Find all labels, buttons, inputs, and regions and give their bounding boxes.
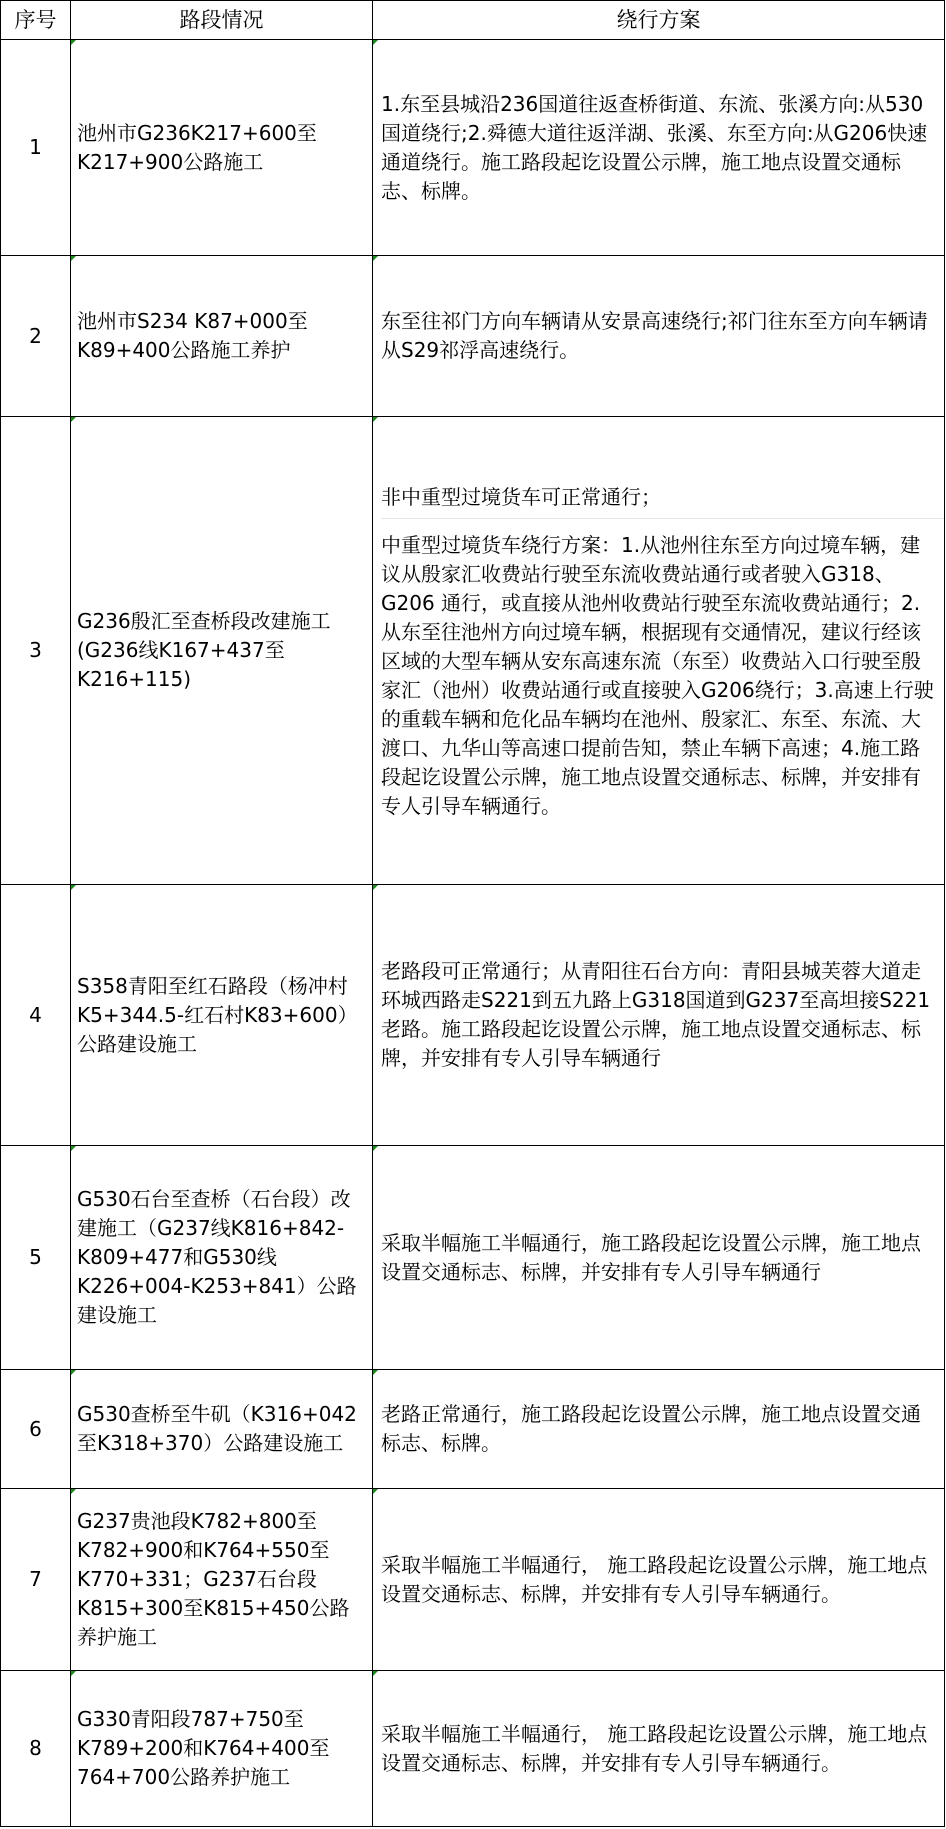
header-plan: 绕行方案 — [373, 1, 945, 40]
plan-cell — [373, 417, 945, 885]
plan-note-heavy-trucks: 中重型过境货车绕行方案：1.从池州往东至方向过境车辆，建议从殷家汇收费站行驶至东流收费站通行或者驶入G318、G206 通行，或直接从池州收费站行驶至东流收费站通行；2.从东至往池州方向过境车辆，根据现有交通情况，建议行经该区域的大型车辆从安东高速东流（东至）收费站入口行驶至殷家汇（池州）收费站通行或直接驶入G206绕行；3.高速上行驶的重载车辆和危化品车辆均在池州、殷家汇、东至、东流、大渡口、九华山等高速口提前告知，禁止车辆下高速；4.施工路段起讫设置公示牌，施工地点设置交通标志、标牌，并安排有专人引导车辆通行。 — [381, 532, 934, 818]
table-row — [1, 885, 945, 1146]
plan-cell: 采取半幅施工半幅通行， 施工路段起讫设置公示牌，施工地点设置交通标志、标牌，并安排有专人引导车辆通行。 — [373, 1489, 945, 1671]
table-row — [1, 1146, 945, 1370]
plan-cell: 采取半幅施工半幅通行，施工路段起讫设置公示牌，施工地点设置交通标志、标牌，并安排有专人引导车辆通行 — [373, 1146, 945, 1370]
row-number: 8 — [1, 1671, 71, 1827]
table-row — [1, 40, 945, 256]
segment-cell: G530查桥至牛矶（K316+042至K318+370）公路建设施工 — [71, 1370, 373, 1489]
row-number: 7 — [1, 1489, 71, 1671]
table-row — [1, 417, 945, 885]
table-row — [1, 1489, 945, 1671]
segment-cell: G236殷汇至查桥段改建施工(G236线K167+437至K216+115) — [71, 417, 373, 885]
row-number: 3 — [1, 417, 71, 885]
header-no: 序号 — [1, 1, 71, 40]
row-number: 5 — [1, 1146, 71, 1370]
row-number: 2 — [1, 256, 71, 417]
table-row — [1, 1671, 945, 1827]
header-segment: 路段情况 — [71, 1, 373, 40]
plan-cell: 老路段可正常通行；从青阳往石台方向：青阳县城芙蓉大道走环城西路走S221到五九路上G318国道到G237至高坦接S221老路。施工路段起讫设置公示牌，施工地点设置交通标志、标牌，并安排有专人引导车辆通行 — [373, 885, 945, 1146]
segment-cell: G530石台至查桥（石台段）改建施工（G237线K816+842-K809+477和G530线K226+004-K253+841）公路建设施工 — [71, 1146, 373, 1370]
table-row — [1, 256, 945, 417]
plan-cell: 1.东至县城沿236国道往返查桥街道、东流、张溪方向:从530国道绕行;2.舜德大道往返洋湖、张溪、东至方向:从G206快速通道绕行。施工路段起讫设置公示牌，施工地点设置交通标志、标牌。 — [373, 40, 945, 256]
segment-cell: S358青阳至红石路段（杨冲村K5+344.5-红石村K83+600）公路建设施工 — [71, 885, 373, 1146]
segment-cell: G237贵池段K782+800至K782+900和K764+550至K770+331；G237石台段K815+300至K815+450公路养护施工 — [71, 1489, 373, 1671]
row-number: 6 — [1, 1370, 71, 1489]
plan-cell: 东至往祁门方向车辆请从安景高速绕行;祁门往东至方向车辆请从S29祁浮高速绕行。 — [373, 256, 945, 417]
segment-cell: 池州市G236K217+600至K217+900公路施工 — [71, 40, 373, 256]
header-row — [1, 1, 945, 40]
table-row — [1, 1370, 945, 1489]
row-number: 1 — [1, 40, 71, 256]
segment-cell: 池州市S234 K87+000至K89+400公路施工养护 — [71, 256, 373, 417]
row-number: 4 — [1, 885, 71, 1146]
plan-note-light-trucks: 非中重型过境货车可正常通行； — [381, 481, 944, 519]
segment-cell: G330青阳段787+750至K789+200和K764+400至764+700公路养护施工 — [71, 1671, 373, 1827]
plan-cell: 采取半幅施工半幅通行， 施工路段起讫设置公示牌，施工地点设置交通标志、标牌，并安排有专人引导车辆通行。 — [373, 1671, 945, 1827]
plan-cell: 老路正常通行，施工路段起讫设置公示牌，施工地点设置交通标志、标牌。 — [373, 1370, 945, 1489]
